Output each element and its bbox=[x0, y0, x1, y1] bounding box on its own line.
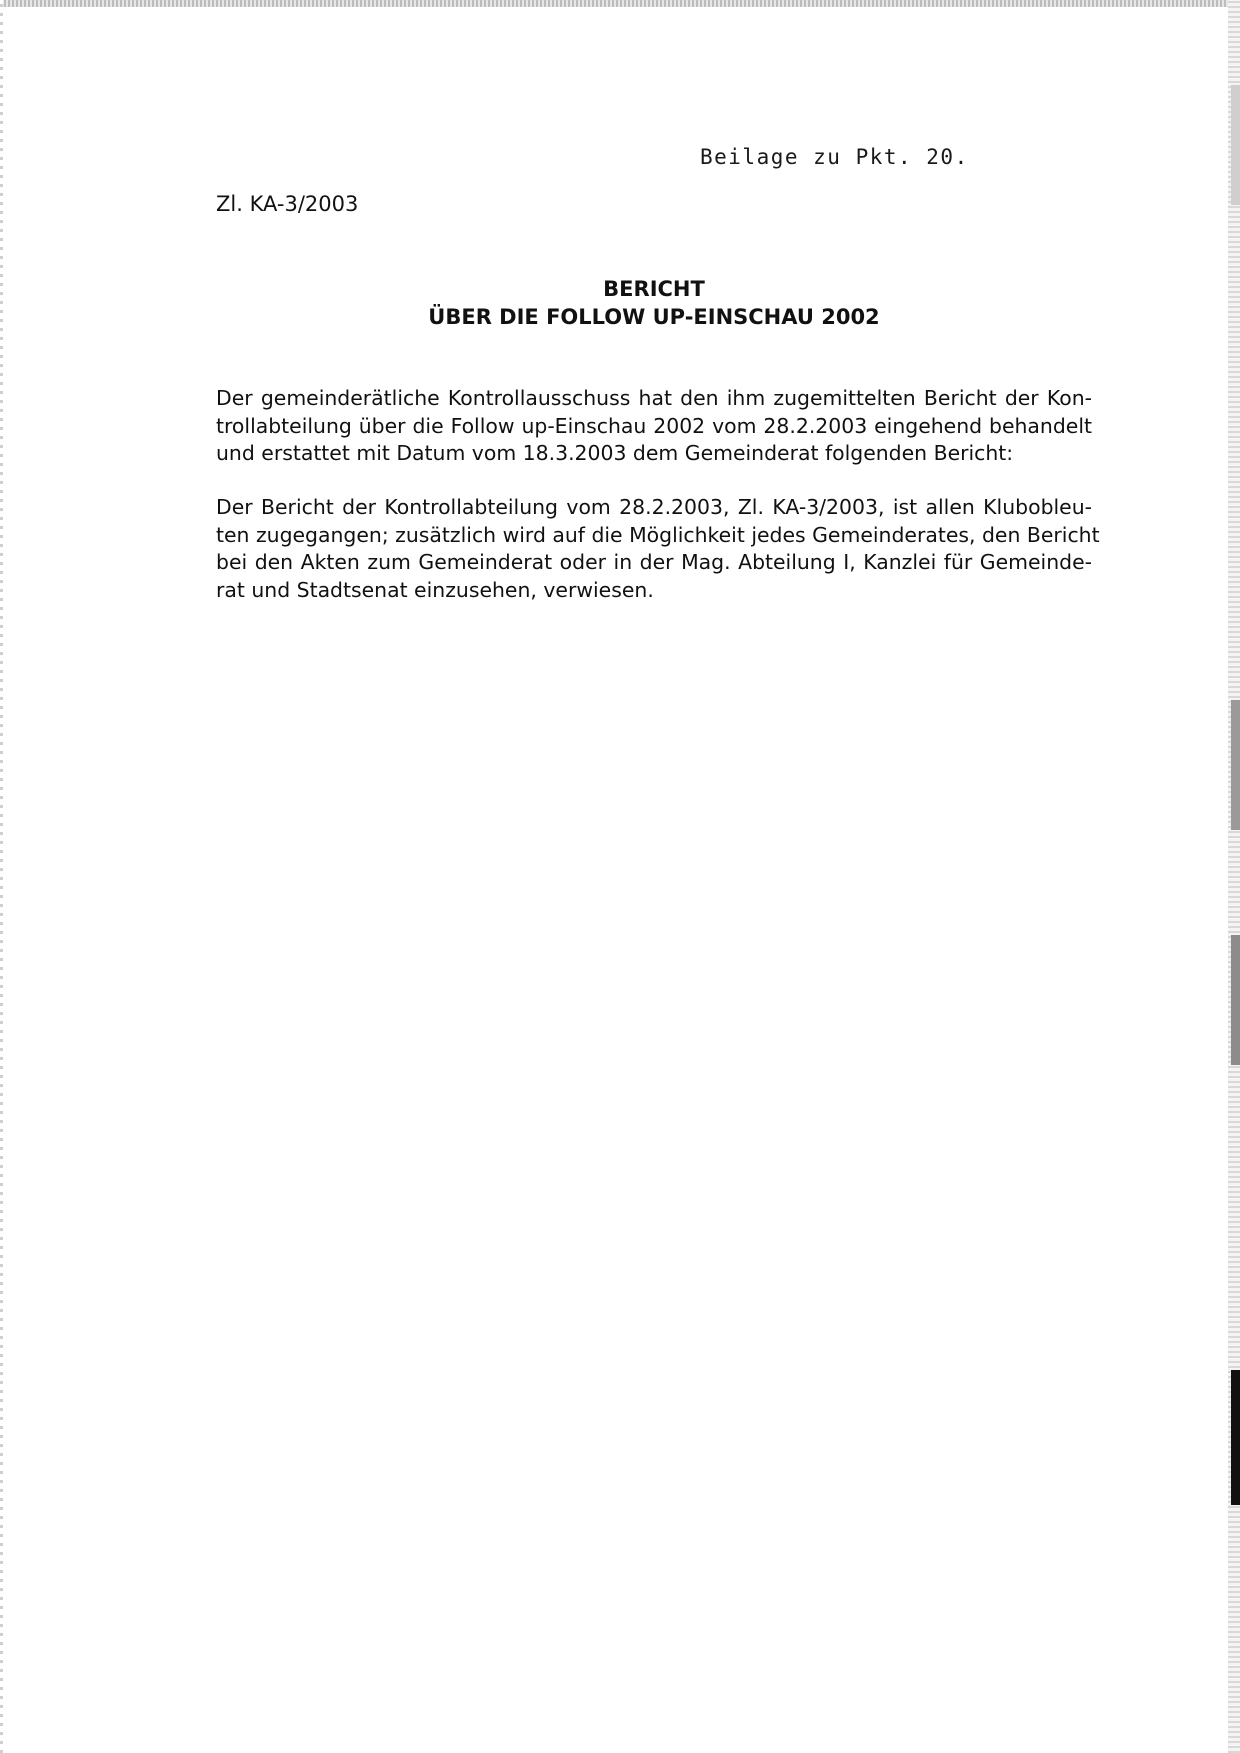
paragraph-line: und erstattet mit Datum vom 18.3.2003 dem Gemeinderat folgenden Bericht: bbox=[216, 441, 1014, 465]
paragraph-committee-report bbox=[216, 385, 1092, 468]
file-number: Zl. KA-3/2003 bbox=[216, 192, 359, 216]
scan-right-edge bbox=[1228, 0, 1240, 1753]
paragraph-line: Der Bericht der Kontrollabteilung vom 28.2.2003, Zl. KA-3/2003, ist allen Klubobleu- bbox=[216, 495, 1092, 519]
paragraph-distribution-note bbox=[216, 494, 1100, 604]
paragraph-line: Der gemeinderätliche Kontrollausschuss hat den ihm zugemittelten Bericht der Kon- bbox=[216, 386, 1092, 410]
attachment-note: Beilage zu Pkt. 20. bbox=[700, 145, 969, 169]
paragraph-line: trollabteilung über die Follow up-Einschau 2002 vom 28.2.2003 eingehend behandelt bbox=[216, 413, 1092, 438]
scan-left-edge bbox=[0, 0, 3, 1753]
paragraph-line: ten zugegangen; zusätzlich wird auf die Möglichkeit jedes Gemeinderates, den Bericht bbox=[216, 522, 1100, 547]
report-title-line-1: BERICHT bbox=[603, 277, 705, 301]
scan-mark bbox=[1231, 85, 1240, 205]
report-title-line-2: ÜBER DIE FOLLOW UP-EINSCHAU 2002 bbox=[428, 305, 880, 329]
report-title bbox=[216, 275, 1092, 331]
paragraph-line: rat und Stadtsenat einzusehen, verwiesen. bbox=[216, 577, 654, 602]
scan-mark bbox=[1231, 1370, 1240, 1505]
scan-mark bbox=[1231, 700, 1240, 830]
scan-top-edge bbox=[0, 0, 1240, 7]
scan-mark bbox=[1231, 935, 1240, 1065]
paragraph-line: bei den Akten zum Gemeinderat oder in der Mag. Abteilung I, Kanzlei für Gemeinde- bbox=[216, 550, 1092, 574]
